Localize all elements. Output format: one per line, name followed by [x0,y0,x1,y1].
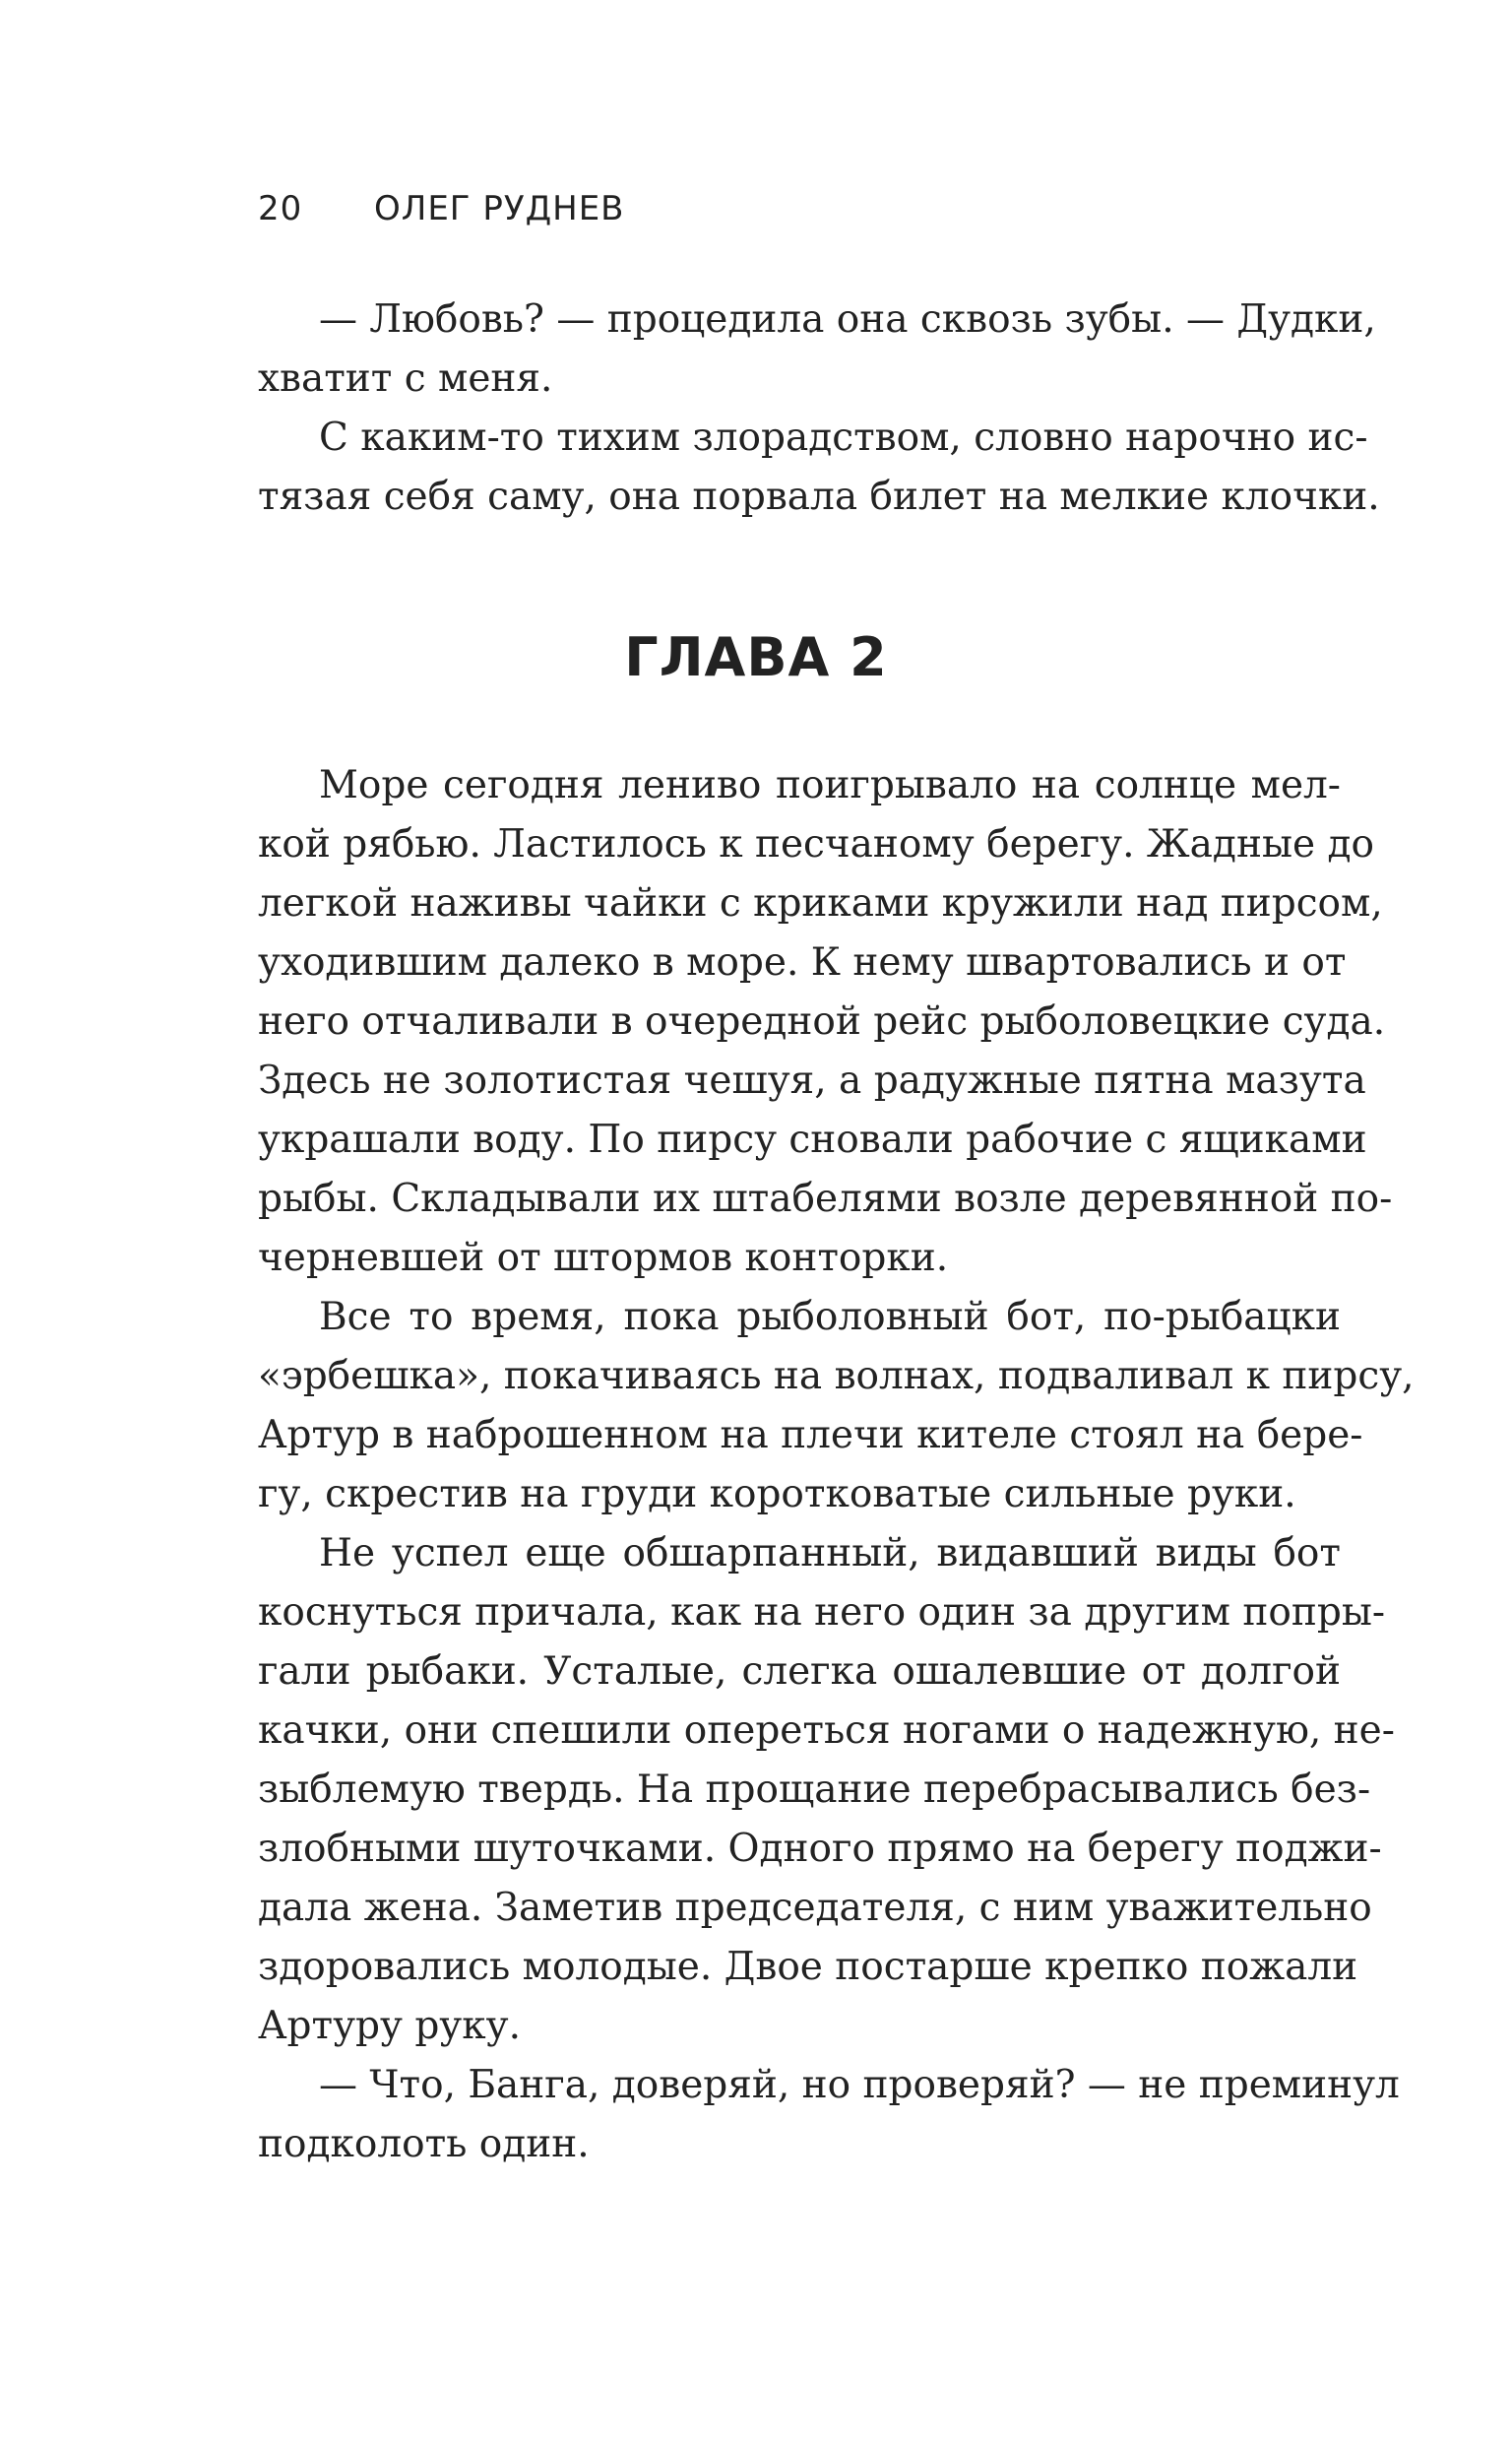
text-line: Не успел еще обшарпанный, видавший виды бот [319,1531,1341,1575]
text-line: гу, скрестив на груди коротковатые сильные руки. [258,1472,1296,1516]
text-line: уходившим далеко в море. К нему швартовались и от [258,940,1347,985]
text-line: черневшей от штормов конторки. [258,1236,949,1280]
text-line: тязая себя саму, она порвала билет на мелкие клочки. [258,475,1380,519]
text-line: Все то время, пока рыболовный бот, по-рыбацки [319,1295,1341,1339]
chapter-body [258,756,1415,2174]
text-line: «эрбешка», покачиваясь на волнах, подваливал к пирсу, [258,1354,1415,1398]
text-line: легкой наживы чайки с криками кружили над пирсом, [258,881,1383,926]
text-line: коснуться причала, как на него один за другим попры- [258,1590,1386,1635]
text-line: Артур в наброшенном на плечи кителе стоял на бере- [258,1413,1363,1457]
text-line: — Что, Банга, доверяй, но проверяй? — не преминул [319,2063,1400,2107]
running-head [258,189,625,228]
text-line: подколоть один. [258,2122,590,2166]
text-line: здоровались молодые. Двое постарше крепко пожали [258,1945,1358,1989]
text-line: гали рыбаки. Усталые, слегка ошалевшие от долгой [258,1649,1341,1694]
author-name: ОЛЕГ РУДНЕВ [374,189,625,228]
text-line: качки, они спешили опереться ногами о надежную, не- [258,1708,1395,1753]
page-number: 20 [258,189,303,228]
text-line: рыбы. Складывали их штабелями возле деревянной по- [258,1177,1393,1221]
text-line: кой рябью. Ластилось к песчаному берегу. Жадные до [258,822,1374,867]
text-line: — Любовь? — процедила она сквозь зубы. — Дудки, [319,297,1376,342]
text-line: Море сегодня лениво поигрывало на солнце мел- [319,763,1341,807]
chapter-title: ГЛАВА 2 [624,626,888,688]
text-line: Артуру руку. [258,2004,521,2048]
text-line: Здесь не золотистая чешуя, а радужные пятна мазута [258,1059,1366,1103]
text-line: С каким-то тихим злорадством, словно нарочно ис- [319,416,1368,460]
text-line: него отчаливали в очередной рейс рыболовецкие суда. [258,999,1386,1044]
text-line: дала жена. Заметив председателя, с ним уважительно [258,1886,1372,1930]
text-line: украшали воду. По пирсу сновали рабочие с ящиками [258,1118,1367,1162]
text-line: хватит с меня. [258,356,553,401]
text-line: зыблемую твердь. На прощание перебрасывались без- [258,1768,1371,1812]
previous-chapter-ending [258,290,1380,527]
text-line: злобными шуточками. Одного прямо на берегу поджи- [258,1827,1382,1871]
